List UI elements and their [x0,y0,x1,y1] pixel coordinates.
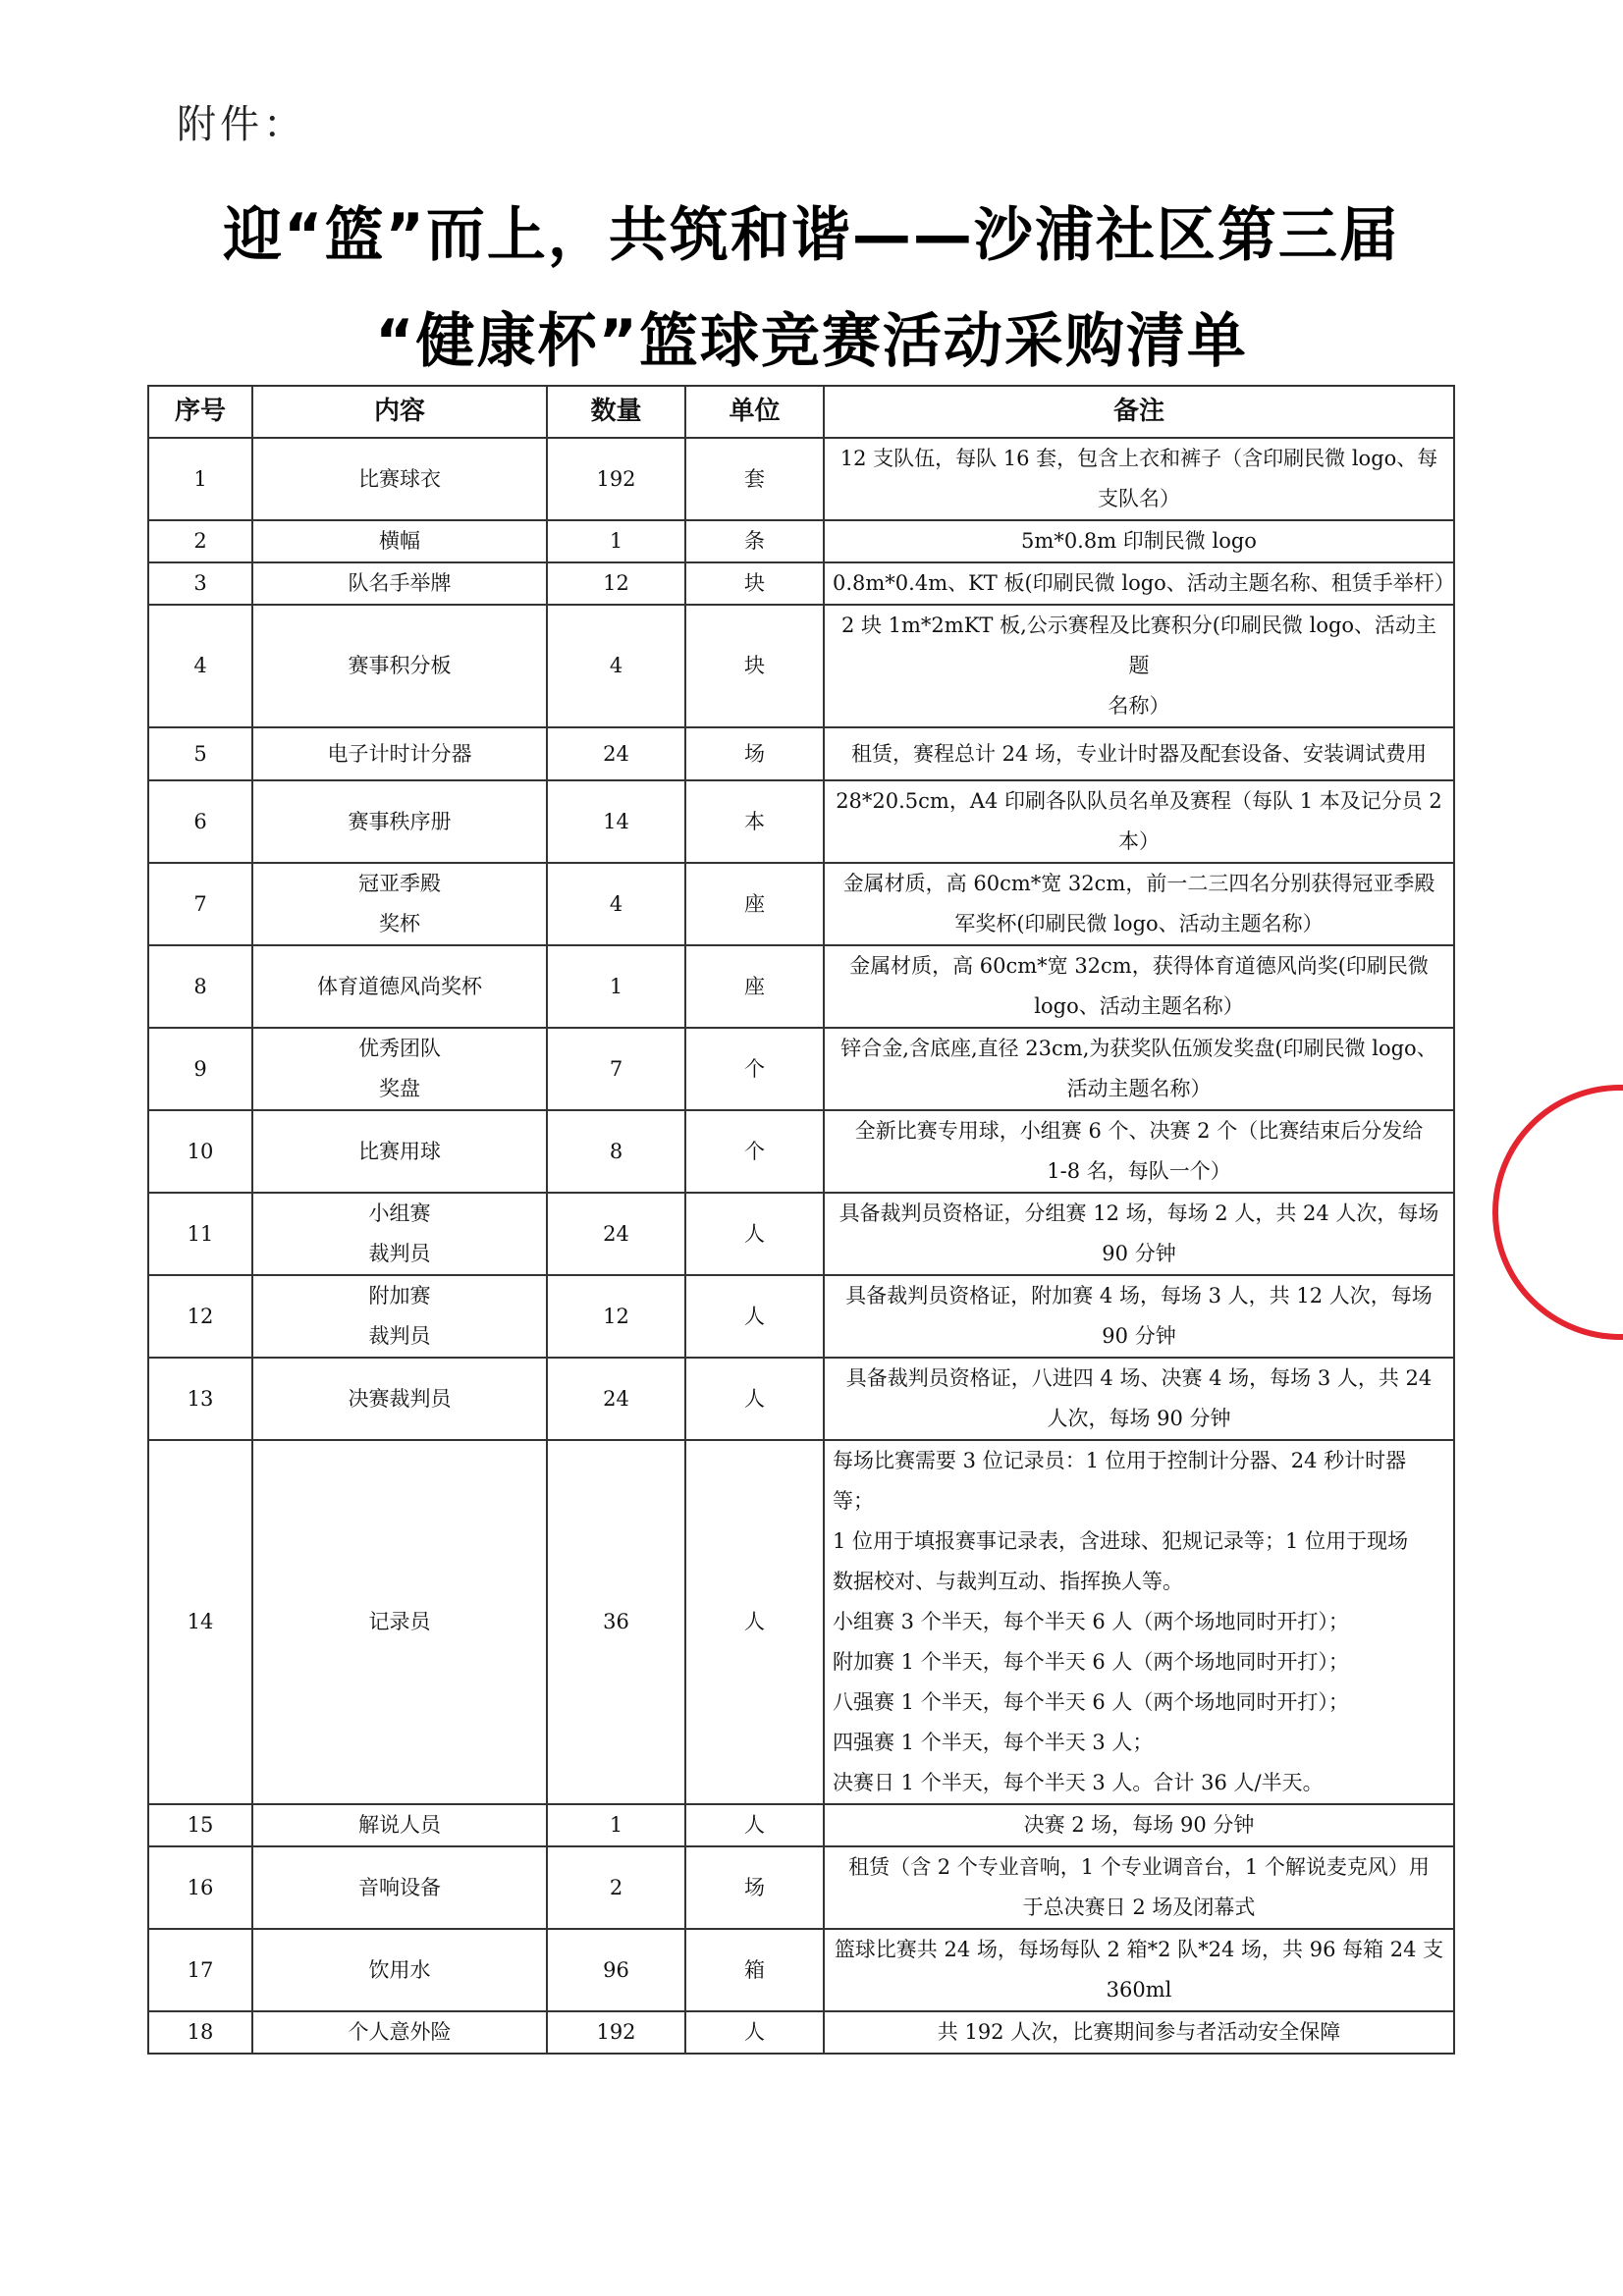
cell-note-line: 具备裁判员资格证，附加赛 4 场，每场 3 人，共 12 人次，每场 [845,1284,1433,1308]
cell-note [824,2011,1454,2054]
cell-note [824,727,1454,780]
cell-note-line: 附加赛 1 个半天，每个半天 6 人（两个场地同时开打）； [833,1650,1349,1674]
table-row [148,562,1454,605]
cell-no: 11 [148,1193,252,1275]
cell-no: 4 [148,605,252,727]
cell-qty: 96 [547,1929,685,2011]
cell-note-line: 每场比赛需要 3 位记录员：1 位用于控制计分器、24 秒计时器等； [833,1449,1407,1513]
cell-unit: 座 [685,945,824,1028]
cell-note [824,863,1454,945]
cell-note-line: 12 支队伍，每队 16 套，包含上衣和裤子（含印刷民微 logo、每 [839,447,1438,470]
cell-item [252,438,547,520]
cell-note-line: 篮球比赛共 24 场，每场每队 2 箱*2 队*24 场，共 96 每箱 24 支 [834,1938,1444,1961]
cell-item [252,780,547,863]
cell-item [252,605,547,727]
cell-note-line: 1-8 名，每队一个） [1047,1159,1231,1183]
cell-unit: 人 [685,1275,824,1358]
cell-note-line: 名称） [1108,694,1170,718]
procurement-table [147,385,1455,2055]
cell-item-line: 冠亚季殿 [358,872,441,895]
cell-item [252,863,547,945]
cell-note-line: 决赛日 1 个半天，每个半天 3 人。合计 36 人/半天。 [833,1771,1324,1794]
document-title-line-1: 迎“篮”而上，共筑和谐——沙浦社区第三届 [223,201,1400,270]
cell-unit: 套 [685,438,824,520]
table-row [148,727,1454,780]
attachment-label: 附件： [177,102,306,147]
table-row [148,780,1454,863]
cell-item [252,1275,547,1358]
cell-item-line: 体育道德风尚奖杯 [317,974,482,998]
cell-no: 8 [148,945,252,1028]
cell-item-line: 小组赛 [368,1201,431,1225]
cell-item-line: 赛事秩序册 [348,809,452,833]
cell-unit: 人 [685,1804,824,1846]
cell-item [252,1846,547,1929]
cell-no: 12 [148,1275,252,1358]
cell-unit: 条 [685,520,824,562]
cell-note-line: 2 块 1m*2mKT 板,公示赛程及比赛积分(印刷民微 logo、活动主题 [840,614,1437,677]
official-seal [1492,1085,1623,1340]
cell-note [824,562,1454,605]
table-row [148,1804,1454,1846]
cell-note-line: 军奖杯(印刷民微 logo、活动主题名称） [954,912,1324,935]
cell-no: 13 [148,1358,252,1440]
cell-note [824,1358,1454,1440]
cell-item [252,562,547,605]
cell-note [824,780,1454,863]
cell-item-line: 奖杯 [379,912,420,935]
cell-no: 9 [148,1028,252,1110]
cell-unit: 人 [685,1193,824,1275]
cell-note [824,1193,1454,1275]
cell-no: 2 [148,520,252,562]
cell-qty: 4 [547,605,685,727]
table-row [148,1028,1454,1110]
table-row [148,1193,1454,1275]
table-row [148,945,1454,1028]
cell-no: 14 [148,1440,252,1804]
cell-note-line: 5m*0.8m 印制民微 logo [1021,529,1257,553]
table-row [148,438,1454,520]
cell-note-line: 活动主题名称） [1066,1077,1212,1100]
cell-item [252,1929,547,2011]
cell-note-line: 360ml [1106,1978,1172,2002]
cell-note [824,1804,1454,1846]
cell-qty: 192 [547,438,685,520]
cell-note-line: 于总决赛日 2 场及闭幕式 [1022,1896,1256,1919]
cell-unit: 个 [685,1028,824,1110]
cell-unit: 场 [685,727,824,780]
cell-item-line: 优秀团队 [358,1037,441,1060]
cell-qty: 12 [547,562,685,605]
cell-item-line: 横幅 [379,529,420,553]
cell-unit: 块 [685,605,824,727]
cell-no: 6 [148,780,252,863]
cell-qty: 192 [547,2011,685,2054]
cell-note-line: 本） [1118,829,1160,853]
cell-item-line: 裁判员 [368,1242,431,1265]
cell-item-line: 解说人员 [358,1813,441,1837]
cell-note [824,1110,1454,1193]
cell-item-line: 饮用水 [368,1957,431,1982]
cell-item-line: 赛事积分板 [348,654,452,677]
cell-no: 7 [148,863,252,945]
cell-unit: 本 [685,780,824,863]
cell-note-line: 锌合金,含底座,直径 23cm,为获奖队伍颁发奖盘(印刷民微 logo、 [840,1037,1437,1060]
cell-note-line: 决赛 2 场，每场 90 分钟 [1023,1813,1255,1837]
cell-qty: 7 [547,1028,685,1110]
cell-note-line: 支队名） [1098,487,1180,510]
cell-no: 5 [148,727,252,780]
cell-no: 16 [148,1846,252,1929]
cell-note-line: 28*20.5cm，A4 印刷各队队员名单及赛程（每队 1 本及记分员 2 [836,789,1442,813]
cell-note-line: 金属材质，高 60cm*宽 32cm，获得体育道德风尚奖(印刷民微 [849,954,1429,978]
cell-note [824,1846,1454,1929]
cell-note-line: 具备裁判员资格证，分组赛 12 场，每场 2 人，共 24 人次，每场 [839,1201,1439,1225]
cell-unit: 场 [685,1846,824,1929]
cell-note-line: 八强赛 1 个半天，每个半天 6 人（两个场地同时开打）； [833,1690,1349,1714]
cell-item [252,945,547,1028]
cell-note-line: 全新比赛专用球，小组赛 6 个、决赛 2 个（比赛结束后分发给 [854,1119,1424,1143]
cell-qty: 8 [547,1110,685,1193]
cell-qty: 36 [547,1440,685,1804]
cell-qty: 4 [547,863,685,945]
cell-no: 15 [148,1804,252,1846]
cell-no: 1 [148,438,252,520]
cell-note-line: 共 192 人次，比赛期间参与者活动安全保障 [937,2020,1341,2044]
table-row [148,1275,1454,1358]
cell-item-line: 音响设备 [358,1875,441,1899]
cell-no: 17 [148,1929,252,2011]
table-header-row [148,386,1454,438]
table-row [148,1110,1454,1193]
cell-note [824,520,1454,562]
table-row [148,1929,1454,2011]
cell-qty: 1 [547,1804,685,1846]
table-row [148,1440,1454,1804]
header-no: 序号 [148,386,252,438]
cell-qty: 1 [547,945,685,1028]
cell-item [252,1358,547,1440]
cell-item-line: 比赛球衣 [358,466,441,491]
cell-unit: 人 [685,1358,824,1440]
cell-note [824,1275,1454,1358]
cell-note [824,1028,1454,1110]
cell-item-line: 决赛裁判员 [348,1386,452,1411]
cell-qty: 14 [547,780,685,863]
header-unit: 单位 [685,386,824,438]
cell-note-line: 1 位用于填报赛事记录表，含进球、犯规记录等；1 位用于现场 [833,1529,1409,1553]
cell-note-line: 小组赛 3 个半天，每个半天 6 人（两个场地同时开打）； [833,1610,1349,1633]
cell-note [824,945,1454,1028]
cell-note-line: 租赁（含 2 个专业音响，1 个专业调音台，1 个解说麦克风）用 [848,1855,1430,1879]
cell-note [824,438,1454,520]
table-row [148,520,1454,562]
cell-unit: 个 [685,1110,824,1193]
cell-unit: 块 [685,562,824,605]
table-row [148,1358,1454,1440]
cell-unit: 箱 [685,1929,824,2011]
cell-item [252,1804,547,1846]
cell-item [252,2011,547,2054]
cell-unit: 人 [685,2011,824,2054]
cell-item-line: 记录员 [368,1610,431,1633]
cell-item-line: 裁判员 [368,1324,431,1348]
cell-note-line: 0.8m*0.4m、KT 板(印刷民微 logo、活动主题名称、租赁手举杆） [833,571,1455,595]
table-row [148,863,1454,945]
cell-note-line: 人次，每场 90 分钟 [1047,1407,1231,1430]
cell-item-line: 比赛用球 [358,1139,441,1163]
table-row [148,1846,1454,1929]
cell-item [252,1028,547,1110]
document-title-line-2: “健康杯”篮球竞赛活动采购清单 [375,307,1248,376]
cell-item-line: 电子计时计分器 [327,741,472,766]
cell-note-line: 90 分钟 [1102,1242,1176,1265]
cell-note-line: 数据校对、与裁判互动、指挥换人等。 [833,1570,1183,1593]
cell-item [252,1440,547,1804]
cell-no: 10 [148,1110,252,1193]
cell-qty: 12 [547,1275,685,1358]
cell-no: 18 [148,2011,252,2054]
cell-item [252,727,547,780]
cell-no: 3 [148,562,252,605]
cell-note-line: 租赁，赛程总计 24 场，专业计时器及配套设备、安装调试费用 [850,741,1428,766]
cell-item-line: 个人意外险 [348,2020,452,2044]
table-row [148,2011,1454,2054]
cell-note [824,1440,1454,1804]
cell-note-line: 四强赛 1 个半天，每个半天 3 人； [833,1731,1154,1754]
cell-item-line: 附加赛 [368,1284,431,1308]
header-item: 内容 [252,386,547,438]
cell-note [824,1929,1454,2011]
cell-qty: 24 [547,1193,685,1275]
cell-note-line: 金属材质，高 60cm*宽 32cm，前一二三四名分别获得冠亚季殿 [842,872,1435,895]
header-qty: 数量 [547,386,685,438]
cell-note-line: 具备裁判员资格证，八进四 4 场、决赛 4 场，每场 3 人，共 24 [845,1366,1433,1390]
cell-note [824,605,1454,727]
cell-item [252,1193,547,1275]
table-body [148,438,1454,2054]
cell-item [252,520,547,562]
cell-qty: 2 [547,1846,685,1929]
cell-qty: 24 [547,1358,685,1440]
cell-qty: 1 [547,520,685,562]
cell-item [252,1110,547,1193]
cell-item-line: 队名手举牌 [348,571,452,595]
table-row [148,605,1454,727]
cell-qty: 24 [547,727,685,780]
header-note: 备注 [824,386,1454,438]
cell-unit: 座 [685,863,824,945]
cell-note-line: logo、活动主题名称） [1034,994,1244,1018]
cell-unit: 人 [685,1440,824,1804]
cell-note-line: 90 分钟 [1102,1324,1176,1348]
cell-item-line: 奖盘 [379,1077,420,1100]
